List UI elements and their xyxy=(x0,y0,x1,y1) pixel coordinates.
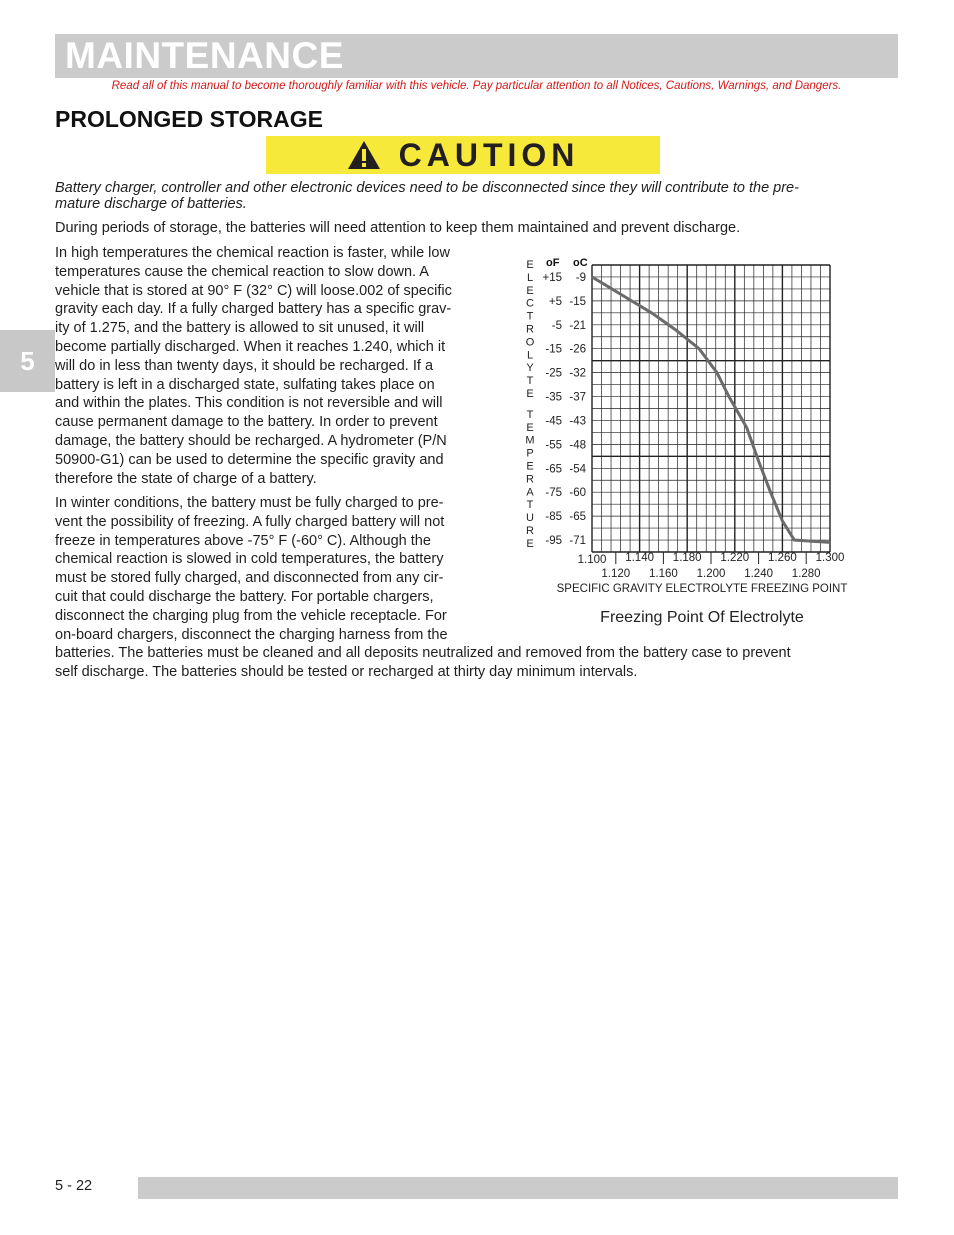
y-tick-label-f: +15 xyxy=(542,271,562,284)
x-tick-label-upper: 1.300 xyxy=(815,552,845,564)
y-axis-label-letter: L xyxy=(526,349,534,362)
y-axis-label-letter: T xyxy=(526,375,534,388)
y-axis-label-letter: L xyxy=(526,271,534,284)
caution-label: CAUTION xyxy=(398,136,580,173)
y-tick-label-f: +5 xyxy=(548,295,562,308)
y-axis-label-letter: O xyxy=(525,336,535,349)
y-tick-label-c: -54 xyxy=(569,463,586,476)
x-tick-label-upper: 1.140 xyxy=(625,552,654,564)
y-tick-label-f: -25 xyxy=(545,367,562,380)
text-line: vehicle that is stored at 90° F (32° C) will loose.002 of specific xyxy=(55,282,452,299)
intro-paragraph: During periods of storage, the batteries will need attention to keep them maintained and prevent discharge. xyxy=(55,220,741,236)
chart-grid xyxy=(592,265,830,552)
y-axis-label-letter: T xyxy=(526,499,534,512)
text-line: damage, the battery should be recharged. A hydrometer (P/N xyxy=(55,432,447,449)
y-axis-label-letter: M xyxy=(525,434,535,447)
x-tick-label-upper: 1.260 xyxy=(768,552,797,564)
text-line: In winter conditions, the battery must be fully charged to pre- xyxy=(55,495,444,511)
page-number: 5 - 22 xyxy=(55,1178,93,1194)
x-tick-label-upper: 1.220 xyxy=(720,552,750,564)
text-line: cuit that could discharge the battery. For portable chargers, xyxy=(55,588,434,605)
y-axis-label-letter: E xyxy=(526,537,534,550)
text-line: disconnect the charging plug from the vehicle receptacle. For xyxy=(55,607,447,624)
text-line: chemical reaction is slowed in cold temperatures, the battery xyxy=(55,551,444,568)
x-ticks xyxy=(578,552,845,580)
y-axis-label-letter: E xyxy=(526,460,534,473)
y-axis-label-letter: R xyxy=(526,525,534,537)
paragraph-winter-continued xyxy=(55,644,898,682)
y-axis-label-letter: U xyxy=(526,512,534,525)
y-tick-label-c: -60 xyxy=(569,487,586,500)
text-line: on-board chargers, disconnect the charging harness from the xyxy=(55,626,448,643)
text-line: therefore the state of charge of a battery. xyxy=(55,470,317,487)
x-tick-label-upper: 1.180 xyxy=(672,552,702,564)
y-axis-label-letter: E xyxy=(526,284,534,297)
y-ticks xyxy=(542,272,586,547)
chart-caption: Freezing Point Of Electrolyte xyxy=(600,609,804,626)
caution-message xyxy=(55,179,898,214)
chapter-tab xyxy=(0,330,55,392)
y-tick-label-c: -71 xyxy=(569,535,586,548)
paragraph-winter xyxy=(55,494,495,644)
y-axis-label-letter: E xyxy=(526,388,534,400)
warning-triangle-icon xyxy=(347,140,381,170)
y-tick-label-f: -55 xyxy=(545,439,562,452)
y-tick-label-f: -85 xyxy=(545,511,562,524)
x-tick-label-lower: 1.120 xyxy=(601,568,631,580)
x-tick-label-lower: 1.160 xyxy=(649,568,678,580)
page-title: MAINTENANCE xyxy=(65,35,344,76)
text-line: In high temperatures the chemical reaction is faster, while low xyxy=(55,245,450,261)
y-tick-label-c: -48 xyxy=(569,439,586,452)
y-tick-label-f: -65 xyxy=(545,463,562,476)
y-tick-label-f: -15 xyxy=(545,343,562,356)
y-axis-label-letter: A xyxy=(526,486,534,499)
unit-f: oF xyxy=(546,257,560,269)
y-axis-label xyxy=(525,259,534,550)
text-line: become partially discharged. When it reaches 1.240, which it xyxy=(55,338,446,355)
text-line: gravity each day. If a fully charged battery has a specific grav- xyxy=(55,301,452,318)
y-tick-label-f: -35 xyxy=(545,391,562,404)
x-tick-label-upper: 1.100 xyxy=(577,554,607,566)
y-tick-label-f: -5 xyxy=(551,319,562,332)
text-line: 50900-G1) can be used to determine the specific gravity and xyxy=(55,451,444,468)
y-axis-label-letter: T xyxy=(526,408,534,421)
y-tick-label-f: -75 xyxy=(545,487,562,500)
y-tick-label-c: -43 xyxy=(569,415,586,428)
y-tick-label-c: -21 xyxy=(569,319,586,332)
freezing-curve xyxy=(592,277,830,542)
y-tick-label-c: -15 xyxy=(569,295,586,308)
header-bar xyxy=(55,34,898,78)
x-axis-label: SPECIFIC GRAVITY ELECTROLYTE FREEZING POINT xyxy=(556,583,848,595)
y-tick-label-c: -32 xyxy=(569,367,586,380)
y-axis-label-letter: T xyxy=(526,310,534,323)
text-line: self discharge. The batteries should be tested or recharged at thirty day minimum intervals. xyxy=(55,663,638,680)
y-axis-label-letter: R xyxy=(526,323,534,336)
footer-bar xyxy=(138,1177,898,1199)
y-axis-label-letter: E xyxy=(526,259,534,271)
text-line: and within the plates. This condition is not reversible and will xyxy=(55,395,443,412)
y-axis-label-letter: R xyxy=(526,473,534,486)
caution-line: Battery charger, controller and other electronic devices need to be disconnected since they will contribute to the pre- xyxy=(55,180,799,196)
text-line: temperatures cause the chemical reaction to slow down. A xyxy=(55,263,429,280)
section-title: PROLONGED STORAGE xyxy=(55,106,323,132)
y-axis-label-letter: P xyxy=(526,447,534,460)
y-tick-label-c: -9 xyxy=(575,271,586,284)
text-line: battery is left in a discharged state, sulfating takes place on xyxy=(55,376,435,393)
safety-notice: Read all of this manual to become thoroughly familiar with this vehicle. Pay particular attention to all Notices, Cautions, Warnings, and Dangers. xyxy=(111,80,842,92)
paragraph-temperature xyxy=(55,244,495,488)
y-tick-label-c: -65 xyxy=(569,511,586,524)
x-tick-label-lower: 1.280 xyxy=(791,568,821,580)
text-line: ity of 1.275, and the battery is allowed to sit unused, it will xyxy=(55,320,425,337)
y-tick-label-c: -26 xyxy=(569,343,586,356)
x-tick-label-lower: 1.240 xyxy=(744,568,773,580)
x-tick-label-lower: 1.200 xyxy=(696,568,726,580)
text-line: freeze in temperatures above -75° F (-60° C). Although the xyxy=(55,532,431,549)
caution-line: mature discharge of batteries. xyxy=(55,195,247,212)
y-tick-label-c: -37 xyxy=(569,391,586,404)
freezing-point-chart xyxy=(518,252,888,632)
y-axis-label-letter: Y xyxy=(526,362,534,375)
unit-c: oC xyxy=(573,257,588,269)
y-tick-label-f: -45 xyxy=(545,415,562,428)
text-line: batteries. The batteries must be cleaned and all deposits neutralized and removed from the battery case to prevent xyxy=(55,645,791,661)
y-tick-label-f: -95 xyxy=(545,535,562,548)
y-axis-label-letter: E xyxy=(526,421,534,434)
caution-banner xyxy=(266,136,660,174)
chapter-number: 5 xyxy=(20,346,35,376)
y-axis-label-letter: C xyxy=(526,297,534,310)
text-line: will do in less than twenty days, it should be recharged. If a xyxy=(55,357,434,374)
text-line: must be stored fully charged, and disconnected from any cir- xyxy=(55,570,444,587)
text-line: vent the possibility of freezing. A fully charged battery will not xyxy=(55,513,445,530)
text-line: cause permanent damage to the battery. In order to prevent xyxy=(55,414,438,431)
